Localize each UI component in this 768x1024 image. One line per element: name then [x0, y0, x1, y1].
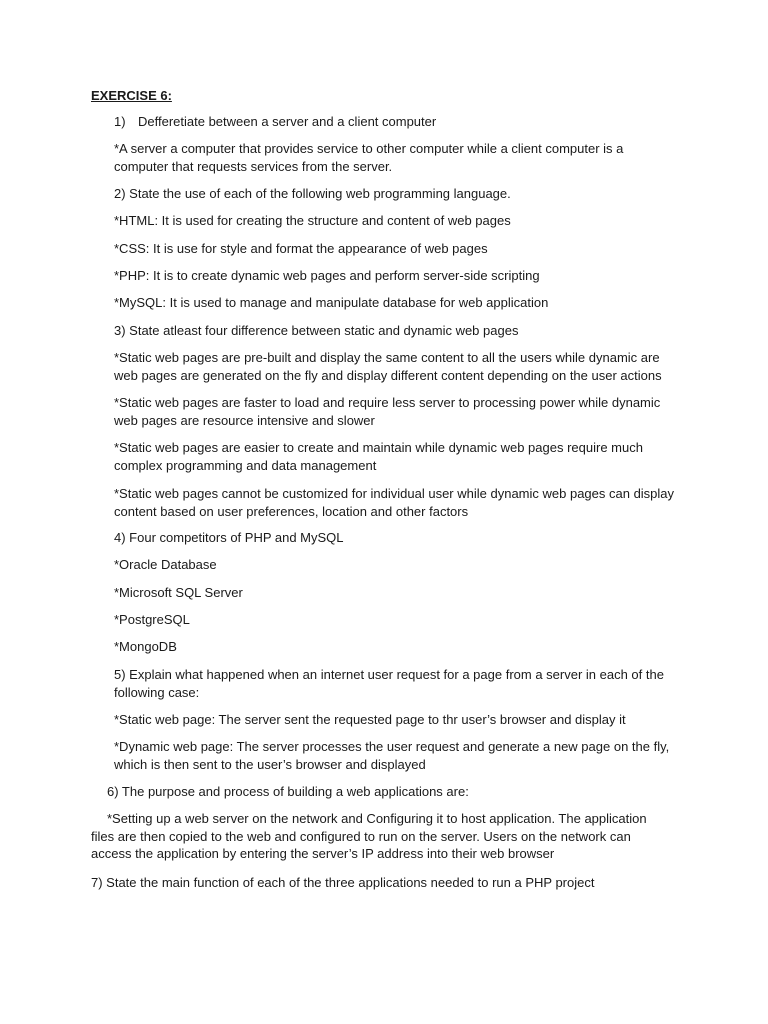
- answer-3-item-2: *Static web pages are faster to load and require less server to processing power while dynamic web pages are resource intensive and slower: [114, 395, 661, 428]
- exercise-title: EXERCISE 6:: [91, 88, 172, 103]
- question-4: 4) Four competitors of PHP and MySQL: [114, 530, 344, 545]
- question-7: 7) State the main function of each of the three applications needed to run a PHP project: [91, 875, 595, 890]
- answer-4-item-4: *MongoDB: [114, 639, 177, 654]
- answer-3-item-1: *Static web pages are pre-built and display the same content to all the users while dynamic are web pages are generated on the fly and display different content depending on the user actions: [114, 350, 662, 383]
- answer-6: *Setting up a web server on the network and Configuring it to host application. The application files are then copied to the web and configured to run on the server. Users on the network can access the application by entering the server’s IP address into their web browser: [91, 811, 647, 861]
- question-5: 5) Explain what happened when an internet user request for a page from a server in each of the following case:: [114, 667, 664, 700]
- question-6: 6) The purpose and process of building a web applications are:: [107, 784, 469, 799]
- question-3: 3) State atleast four difference between static and dynamic web pages: [114, 323, 519, 338]
- question-1-number: 1): [114, 114, 126, 129]
- answer-2-php: *PHP: It is to create dynamic web pages and perform server-side scripting: [114, 268, 540, 283]
- answer-4-item-2: *Microsoft SQL Server: [114, 585, 243, 600]
- answer-5-static: *Static web page: The server sent the requested page to thr user’s browser and display it: [114, 712, 626, 727]
- answer-1: *A server a computer that provides service to other computer while a client computer is a computer that requests services from the server.: [114, 141, 624, 174]
- question-1: [114, 113, 436, 131]
- answer-2-html: *HTML: It is used for creating the structure and content of web pages: [114, 213, 511, 228]
- answer-4-item-3: *PostgreSQL: [114, 612, 190, 627]
- answer-3-item-3: *Static web pages are easier to create and maintain while dynamic web pages require much complex programming and data management: [114, 440, 643, 473]
- answer-2-css: *CSS: It is use for style and format the appearance of web pages: [114, 241, 488, 256]
- question-2: 2) State the use of each of the following web programming language.: [114, 186, 511, 201]
- answer-5-dynamic: *Dynamic web page: The server processes the user request and generate a new page on the fly, which is then sent to the user’s browser and displayed: [114, 739, 670, 772]
- answer-3-item-4: *Static web pages cannot be customized for individual user while dynamic web pages can display content based on user preferences, location and other factors: [114, 486, 675, 519]
- question-1-text: Defferetiate between a server and a client computer: [138, 114, 437, 129]
- answer-4-item-1: *Oracle Database: [114, 557, 217, 572]
- answer-2-mysql: *MySQL: It is used to manage and manipulate database for web application: [114, 295, 549, 310]
